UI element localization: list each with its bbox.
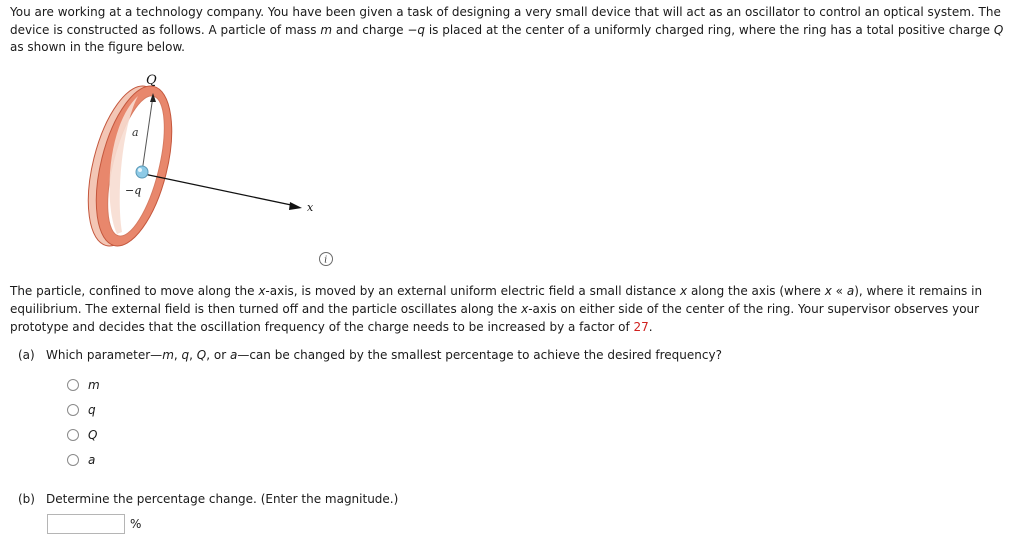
part-b-label: (b) bbox=[18, 492, 35, 506]
x-axis-line bbox=[144, 174, 296, 206]
label-a: a bbox=[132, 126, 139, 139]
option-m[interactable] bbox=[67, 372, 100, 397]
option-label: a bbox=[88, 452, 96, 467]
label-x: x bbox=[307, 201, 314, 214]
particle-highlight bbox=[138, 168, 142, 172]
label-neg-q: −q bbox=[125, 184, 142, 197]
part-a-options bbox=[67, 372, 100, 472]
info-icon[interactable] bbox=[318, 251, 334, 267]
problem-body: The particle, confined to move along the x-axis, is moved by an external uniform electric field a small distance x along the axis (where x « a), where it remains in equilibrium. The external field is then turned off and the particle oscillates along the x-axis on either side of the center of the ring. Your supervisor observes your prototype and decides that the oscillation frequency of the charge needs to be increased by a factor of 27. bbox=[10, 284, 983, 334]
part-a-question: (a) Which parameter—m, q, Q, or a—can be changed by the smallest percentage to achieve the desired frequency? bbox=[18, 348, 722, 362]
option-q[interactable] bbox=[67, 397, 100, 422]
option-a[interactable] bbox=[67, 447, 100, 472]
radio-button[interactable] bbox=[67, 379, 79, 391]
particle bbox=[136, 166, 148, 178]
svg-text:i: i bbox=[324, 255, 328, 266]
radio-button[interactable] bbox=[67, 454, 79, 466]
option-label: Q bbox=[88, 427, 98, 442]
option-label: q bbox=[88, 402, 96, 417]
label-Q: Q bbox=[146, 73, 157, 88]
part-b-answer-row bbox=[47, 514, 141, 534]
radio-button[interactable] bbox=[67, 429, 79, 441]
option-label: m bbox=[88, 377, 100, 392]
option-Q[interactable] bbox=[67, 422, 100, 447]
part-b-question: (b) Determine the percentage change. (Enter the magnitude.) bbox=[18, 492, 399, 506]
x-axis-arrowhead bbox=[289, 202, 302, 210]
percentage-input[interactable] bbox=[47, 514, 125, 534]
part-a-label: (a) bbox=[18, 348, 35, 362]
percent-unit: % bbox=[130, 517, 142, 531]
radio-button[interactable] bbox=[67, 404, 79, 416]
frequency-factor: 27 bbox=[633, 320, 649, 334]
problem-intro: You are working at a technology company. You have been given a task of designing a very small device that will act as an oscillator to control an optical system. The device is constructed as follows. A particle of mass m and charge −q is placed at the center of a uniformly charged ring, where the ring has a total positive charge Q as shown in the figure below. bbox=[10, 5, 1004, 54]
ring-figure bbox=[76, 66, 336, 270]
